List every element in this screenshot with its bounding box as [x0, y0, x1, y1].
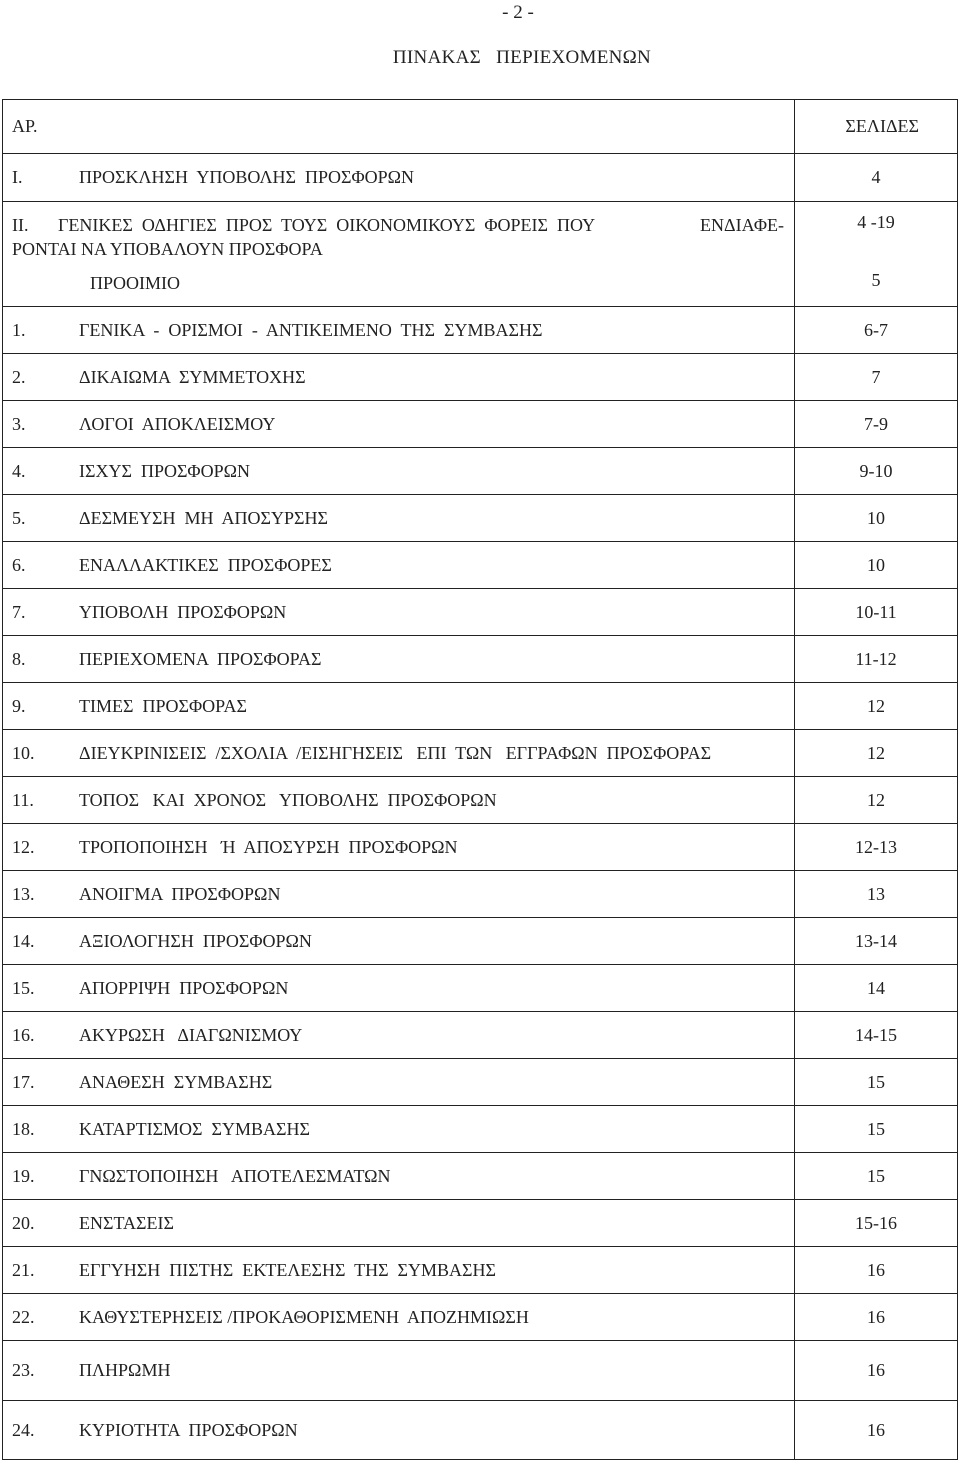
item-number: 20.	[12, 1212, 35, 1233]
item-number: 10.	[12, 742, 35, 763]
item-pages: 12-13	[795, 824, 958, 871]
item-pages: 11-12	[795, 636, 958, 683]
item-number: 17.	[12, 1071, 35, 1092]
toc-row	[3, 1153, 958, 1200]
item-pages: 16	[795, 1247, 958, 1294]
item-title: ΑΚΥΡΩΣΗ ΔΙΑΓΩΝΙΣΜΟΥ	[79, 1024, 303, 1045]
item-number: 21.	[12, 1259, 35, 1280]
toc-row	[3, 636, 958, 683]
item-pages: 7-9	[795, 401, 958, 448]
item-title: ΤΟΠΟΣ ΚΑΙ ΧΡΟΝΟΣ ΥΠΟΒΟΛΗΣ ΠΡΟΣΦΟΡΩΝ	[79, 789, 497, 810]
item-pages: 15	[795, 1106, 958, 1153]
item-number: 11.	[12, 789, 34, 810]
item-pages: 12	[795, 777, 958, 824]
section-title-line2: ΡΟΝΤΑΙ ΝΑ ΥΠΟΒΑΛΟΥΝ ΠΡΟΣΦΟΡΑ	[12, 239, 323, 259]
item-title: ΚΑΘΥΣΤΕΡΗΣΕΙΣ /ΠΡΟΚΑΘΟΡΙΣΜΕΝΗ ΑΠΟΖΗΜΙΩΣΗ	[79, 1306, 529, 1327]
toc-row	[3, 495, 958, 542]
item-title: ΔΙΕΥΚΡΙΝΙΣΕΙΣ /ΣΧΟΛΙΑ /ΕΙΣΗΓΗΣΕΙΣ ΕΠΙ ΤΩΝ ΕΓΓΡΑΦΩΝ ΠΡΟΣΦΟΡΑΣ	[79, 742, 712, 763]
item-pages: 10	[795, 542, 958, 589]
item-number: 13.	[12, 883, 35, 904]
item-title: ΚΑΤΑΡΤΙΣΜΟΣ ΣΥΜΒΑΣΗΣ	[79, 1118, 310, 1139]
page-number: - 2 -	[502, 2, 534, 23]
pages-column-header: ΣΕΛΙΔΕΣ	[795, 100, 958, 154]
preamble-pages: 5	[871, 270, 881, 290]
item-title: ΚΥΡΙΟΤΗΤΑ ΠΡΟΣΦΟΡΩΝ	[79, 1419, 298, 1440]
toc-row	[3, 589, 958, 636]
item-title: ΠΛΗΡΩΜΗ	[79, 1360, 171, 1380]
item-number: 9.	[12, 695, 26, 716]
item-title: ΕΝΑΛΛΑΚΤΙΚΕΣ ΠΡΟΣΦΟΡΕΣ	[79, 554, 332, 575]
toc-row-section-i	[3, 154, 958, 202]
toc-title: ΠΙΝΑΚΑΣ ΠΕΡΙΕΧΟΜΕΝΩΝ	[392, 47, 652, 68]
item-number: 5.	[12, 507, 26, 528]
toc-header-row	[3, 100, 958, 154]
section-number: II.	[12, 215, 29, 235]
toc-row	[3, 918, 958, 965]
item-pages: 13-14	[795, 918, 958, 965]
toc-row	[3, 307, 958, 354]
item-number: 4.	[12, 460, 26, 481]
toc-row	[3, 777, 958, 824]
toc-row-section-ii	[3, 202, 958, 307]
item-pages: 9-10	[795, 448, 958, 495]
item-pages: 13	[795, 871, 958, 918]
section-number: I.	[12, 167, 23, 187]
item-pages: 14	[795, 965, 958, 1012]
item-number: 23.	[12, 1360, 35, 1380]
item-title: ΕΝΣΤΑΣΕΙΣ	[79, 1212, 174, 1233]
section-pages: 4 -19	[857, 212, 895, 232]
item-number: 16.	[12, 1024, 35, 1045]
item-title: ΕΓΓΥΗΣΗ ΠΙΣΤΗΣ ΕΚΤΕΛΕΣΗΣ ΤΗΣ ΣΥΜΒΑΣΗΣ	[79, 1259, 496, 1280]
item-number: 8.	[12, 648, 26, 669]
toc-row	[3, 1012, 958, 1059]
item-title: ΛΟΓΟΙ ΑΠΟΚΛΕΙΣΜΟΥ	[79, 413, 276, 434]
toc-row	[3, 965, 958, 1012]
toc-row	[3, 1200, 958, 1247]
item-title: ΓΕΝΙΚΑ - ΟΡΙΣΜΟΙ - ΑΝΤΙΚΕΙΜΕΝΟ ΤΗΣ ΣΥΜΒΑΣΗΣ	[79, 319, 543, 340]
item-number: 15.	[12, 977, 35, 998]
item-pages: 7	[795, 354, 958, 401]
preamble-title: ΠΡΟΟΙΜΙΟ	[90, 273, 180, 293]
item-pages: 12	[795, 683, 958, 730]
item-title: ΑΝΟΙΓΜΑ ΠΡΟΣΦΟΡΩΝ	[79, 883, 281, 904]
item-pages: 16	[795, 1341, 958, 1401]
toc-row	[3, 542, 958, 589]
item-number: 24.	[12, 1419, 35, 1440]
item-title: ΠΕΡΙΕΧΟΜΕΝΑ ΠΡΟΣΦΟΡΑΣ	[79, 648, 322, 669]
number-column-header: ΑΡ.	[3, 100, 795, 154]
toc-row	[3, 1294, 958, 1341]
item-pages: 16	[795, 1294, 958, 1341]
item-number: 22.	[12, 1306, 35, 1327]
section-title: ΠΡΟΣΚΛΗΣΗ ΥΠΟΒΟΛΗΣ ΠΡΟΣΦΟΡΩΝ	[79, 167, 415, 187]
item-pages: 15-16	[795, 1200, 958, 1247]
section-pages: 4	[795, 154, 958, 202]
item-title: ΤΡΟΠΟΠΟΙΗΣΗ Ή ΑΠΟΣΥΡΣΗ ΠΡΟΣΦΟΡΩΝ	[79, 836, 458, 857]
item-title: ΔΕΣΜΕΥΣΗ ΜΗ ΑΠΟΣΥΡΣΗΣ	[79, 507, 328, 528]
item-pages: 14-15	[795, 1012, 958, 1059]
toc-row	[3, 1247, 958, 1294]
item-number: 12.	[12, 836, 35, 857]
toc-row	[3, 1401, 958, 1460]
item-title: ΙΣΧΥΣ ΠΡΟΣΦΟΡΩΝ	[79, 460, 250, 481]
item-title: ΑΠΟΡΡΙΨΗ ΠΡΟΣΦΟΡΩΝ	[79, 977, 289, 998]
item-pages: 6-7	[795, 307, 958, 354]
item-title: ΔΙΚΑΙΩΜΑ ΣΥΜΜΕΤΟΧΗΣ	[79, 366, 306, 387]
item-pages: 15	[795, 1153, 958, 1200]
item-number: 18.	[12, 1118, 35, 1139]
item-number: 2.	[12, 366, 26, 387]
item-title: ΤΙΜΕΣ ΠΡΟΣΦΟΡΑΣ	[79, 695, 247, 716]
toc-row	[3, 354, 958, 401]
toc-row	[3, 1059, 958, 1106]
toc-row	[3, 730, 958, 777]
item-title: ΑΝΑΘΕΣΗ ΣΥΜΒΑΣΗΣ	[79, 1071, 273, 1092]
toc-table	[2, 99, 958, 1460]
toc-row	[3, 683, 958, 730]
item-pages: 15	[795, 1059, 958, 1106]
item-pages: 10-11	[795, 589, 958, 636]
toc-row	[3, 824, 958, 871]
item-number: 3.	[12, 413, 26, 434]
toc-row	[3, 871, 958, 918]
section-title: ΓΕΝΙΚΕΣ ΟΔΗΓΙΕΣ ΠΡΟΣ ΤΟΥΣ ΟΙΚΟΝΟΜΙΚΟΥΣ ΦΟΡΕΙΣ ΠΟΥ	[58, 215, 596, 235]
item-title: ΓΝΩΣΤΟΠΟΙΗΣΗ ΑΠΟΤΕΛΕΣΜΑΤΩΝ	[79, 1165, 391, 1186]
section-title-continued: ΕΝΔΙΑΦΕ-	[700, 215, 784, 235]
item-title: ΥΠΟΒΟΛΗ ΠΡΟΣΦΟΡΩΝ	[79, 601, 287, 622]
toc-row	[3, 448, 958, 495]
item-number: 19.	[12, 1165, 35, 1186]
item-pages: 16	[795, 1401, 958, 1460]
item-pages: 10	[795, 495, 958, 542]
item-pages: 12	[795, 730, 958, 777]
toc-row	[3, 1106, 958, 1153]
item-number: 7.	[12, 601, 26, 622]
toc-row	[3, 401, 958, 448]
item-title: ΑΞΙΟΛΟΓΗΣΗ ΠΡΟΣΦΟΡΩΝ	[79, 930, 312, 951]
item-number: 1.	[12, 319, 26, 340]
item-number: 6.	[12, 554, 26, 575]
item-number: 14.	[12, 930, 35, 951]
toc-row	[3, 1341, 958, 1401]
